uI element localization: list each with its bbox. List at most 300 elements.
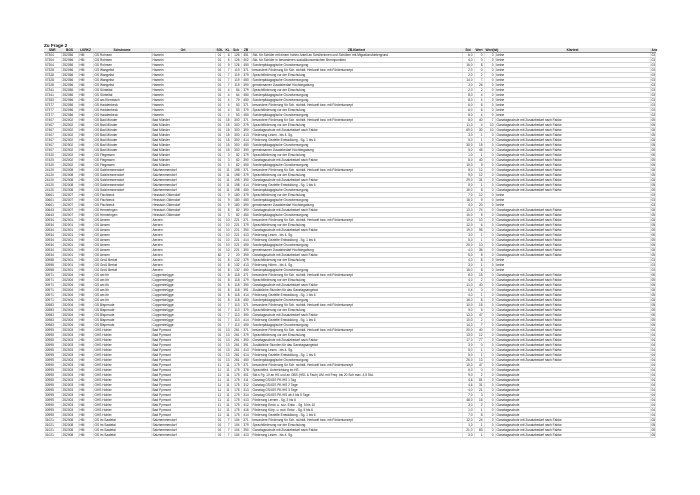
table-cell: 77 [474, 338, 484, 343]
table-cell: 07420 [44, 163, 61, 168]
table-cell: GS Groß Berkel [93, 263, 151, 268]
table-cell: Förderung Lesen - bis 4. Sg. [251, 233, 462, 238]
table-cell: 30601 [44, 193, 61, 198]
table-cell: GHS Hohler [93, 383, 151, 388]
table-cell: Bad Pyrmont [151, 333, 215, 338]
table-cell: 0 [484, 198, 495, 203]
table-cell: 53 [231, 108, 241, 113]
column-header[interactable]: LKRKZ [78, 48, 93, 53]
table-cell: Bad Pyrmont [151, 353, 215, 358]
table-cell: GS Aerzen [93, 228, 151, 233]
table-cell: HM [78, 123, 93, 128]
table-cell: 12 [474, 193, 484, 198]
table-cell: 01 [215, 428, 224, 433]
table-cell: HM [78, 418, 93, 423]
table-cell: Ganztagsschule mit Zusatzbedarf nach Faktor [495, 293, 650, 298]
table-cell: 8 [224, 263, 231, 268]
table-cell: Coppenbrügge [151, 278, 215, 283]
table-cell: 07407 [44, 118, 61, 123]
table-cell: HM [78, 408, 93, 413]
table-cell: 16,0 [462, 268, 474, 273]
table-cell: 01 [215, 353, 224, 358]
table-cell: 0 [474, 343, 484, 348]
table-cell: 5,0 [462, 353, 474, 358]
table-cell: Förderung Lesen - bis 4. Sg. [251, 433, 462, 438]
table-cell: HM [78, 103, 93, 108]
table-cell: 390 [241, 228, 251, 233]
table-cell: 24120 [44, 188, 61, 193]
table-cell: 0 [484, 208, 495, 213]
table-cell: Förderung Körp. u. mot. Entw. - Sg. 5 bis 6 [251, 408, 462, 413]
table-cell: 15 [225, 143, 230, 147]
table-cell: 01 [215, 193, 224, 198]
table-cell: GHS Hohler [93, 388, 151, 393]
table-cell: 1 [474, 408, 484, 413]
table-cell: 04 [651, 408, 656, 412]
table-cell: Hameln [151, 88, 215, 93]
table-cell: 11 [224, 408, 231, 413]
table-cell: 7 [224, 418, 231, 423]
table-cell: 30971 [44, 293, 61, 298]
table-cell: Bad Pyrmont [151, 328, 215, 333]
table-cell: 0 [484, 173, 495, 178]
table-cell: HM [78, 133, 93, 138]
table-cell: Std.s Fg. 10 an HS und an OBS (HS1 & Fach) UM. mit Freq. bis 20 Sch max. 4,5 Std. [251, 373, 462, 378]
table-cell: GS am Ith [93, 273, 151, 278]
table-cell: GS Bisperode [93, 323, 151, 328]
table-cell: Ganztagsschule mit Zusatzbedarf nach Faktor [495, 218, 650, 223]
table-cell: 10,0 [462, 303, 474, 308]
table-cell: GS Fischbeck [93, 203, 151, 208]
table-cell: HM [78, 328, 93, 333]
table-cell: 30971 [44, 298, 61, 303]
table-cell: 05 [651, 178, 656, 182]
table-cell: 82 [231, 158, 241, 163]
table-cell: 05 [651, 138, 656, 142]
table-cell: 221 [231, 223, 241, 228]
table-cell: 07407 [44, 133, 61, 138]
table-cell: 15 [225, 128, 230, 132]
table-cell: GHS Hohler [93, 413, 151, 418]
table-cell: 0 [484, 368, 495, 373]
table-cell: 5,0 [462, 138, 474, 143]
table-cell: GS Rohrsen [93, 58, 151, 63]
table-cell: keine [495, 108, 650, 113]
table-cell: 390 [241, 428, 251, 433]
column-header[interactable]: Sch [231, 48, 241, 53]
column-header[interactable]: Ort [151, 48, 215, 53]
table-cell: 11 [224, 398, 231, 403]
table-cell: 5 [474, 163, 484, 168]
table-cell: Ganztagsschule mit Zusatzbedarf nach Faktor [495, 418, 650, 423]
table-cell: 0 [484, 278, 495, 283]
table-cell: HM [78, 253, 93, 258]
table-cell: 126 [231, 58, 241, 63]
table-cell: 30995 [44, 343, 61, 348]
table-cell: 9 [224, 198, 231, 203]
table-cell: 371 [241, 103, 251, 108]
table-cell: 31021 [44, 433, 61, 438]
table-cell: 82 [231, 213, 241, 218]
table-cell: 252056 [61, 53, 78, 58]
table-cell: 15 [225, 123, 230, 127]
table-cell: GHS Hohler [93, 403, 151, 408]
table-cell: Aerzen [151, 263, 215, 268]
table-cell: 05 [651, 153, 656, 157]
table-cell: 252002 [61, 138, 78, 143]
table-cell: 0 [484, 403, 495, 408]
table-cell: HM [78, 98, 93, 103]
table-cell: 1 [474, 233, 484, 238]
table-cell: 4,6 [462, 378, 474, 383]
table-cell: 04 [651, 403, 656, 407]
table-cell: Ganztagsschule mit Zusatzbedarf nach Faktor [495, 298, 650, 303]
table-cell: 314 [241, 393, 251, 398]
table-cell: 252002 [61, 163, 78, 168]
table-cell: 8 [474, 63, 484, 68]
column-header[interactable]: Schulname [93, 48, 151, 53]
table-cell: GS Haddenbeck [93, 108, 151, 113]
table-cell: 390 [241, 158, 251, 163]
table-cell: Ganztagsschule mit Zusatzbedarf nach Faktor [495, 248, 650, 253]
table-cell: Hameln [151, 98, 215, 103]
table-cell: Ganztagsschule mit Zusatzbedarf nach Faktor [495, 213, 650, 218]
table-cell: 03 [651, 193, 656, 197]
table-cell: 1 [474, 433, 484, 438]
table-cell: 05 [651, 148, 656, 152]
table-cell: 252003 [61, 378, 78, 383]
table-cell: 0 [484, 233, 495, 238]
table-cell: Sonderpädagogische Grundversorgung [251, 243, 462, 248]
table-cell: 01 [215, 318, 224, 323]
table-cell: Förderung Gezielte Entwicklung - Sg. 1 bis 6 [251, 293, 462, 298]
table-cell: 252003 [61, 368, 78, 373]
column-header[interactable]: ZB [241, 48, 251, 53]
table-cell: 311 [241, 378, 251, 383]
table-cell: 132 [231, 263, 241, 268]
table-cell: 01 [215, 158, 224, 163]
table-cell: Hameln [151, 103, 215, 108]
table-cell: 113 [231, 313, 241, 318]
table-cell: 2 [474, 403, 484, 408]
table-cell: 0 [484, 88, 495, 93]
table-cell: GS Flegessen [93, 153, 151, 158]
table-cell: 450 [241, 198, 251, 203]
table-cell: 12 [474, 168, 484, 173]
table-cell: 04 [651, 358, 656, 362]
table-cell: Bad Pyrmont [151, 368, 215, 373]
table-cell: 12,0 [462, 418, 474, 423]
table-cell: 371 [241, 68, 251, 73]
table-cell: GS Flegessen [93, 158, 151, 163]
table-cell: 118 [231, 298, 241, 303]
table-cell: 450 [241, 113, 251, 118]
table-cell: 390 [241, 203, 251, 208]
table-cell: 30995 [44, 398, 61, 403]
table-cell: 03 [651, 268, 656, 272]
table-cell: HM [78, 78, 93, 83]
table-cell: 04 [651, 393, 656, 397]
table-cell: 24120 [44, 168, 61, 173]
table-cell: 0 [484, 408, 495, 413]
table-cell: HM [78, 143, 93, 148]
table-cell: Ganztagsschule [495, 378, 650, 383]
table-cell: Sonderpädagogische Grundversorgung [251, 93, 462, 98]
table-cell: 414 [241, 413, 251, 418]
table-cell: 379 [241, 278, 251, 283]
table-cell: 01 [215, 228, 224, 233]
table-cell: HM [78, 423, 93, 428]
table-cell: Ganztagsschule mit Zusatzbedarf nach Faktor [495, 243, 650, 248]
table-cell: 11 [215, 373, 224, 378]
table-cell: 4,0 [462, 58, 474, 63]
table-cell: Zusätzliche Stunden für das Ganztagsangebot [251, 343, 462, 348]
table-cell: 379 [241, 123, 251, 128]
table-cell: 01 [215, 138, 224, 143]
table-cell: 252003 [61, 338, 78, 343]
table-cell: 64 [231, 93, 241, 98]
table-cell: 6 [474, 103, 484, 108]
table-cell: 8 [224, 268, 231, 273]
table-cell: 11 [215, 413, 224, 418]
table-cell: 198 [231, 173, 241, 178]
table-cell: 05 [651, 238, 656, 242]
table-cell: 3,0 [462, 433, 474, 438]
table-cell: 30995 [44, 383, 61, 388]
table-cell: HM [78, 148, 93, 153]
table-cell: 252004 [61, 308, 78, 313]
table-cell: 119 [231, 83, 241, 88]
table-cell: 6 [474, 223, 484, 228]
table-cell: HM [78, 88, 93, 93]
table-cell: 4,0 [462, 388, 474, 393]
table-cell: Bad Münder [151, 148, 215, 153]
table-cell: 0 [484, 183, 495, 188]
table-cell: 6 [474, 108, 484, 113]
table-cell: keine [495, 73, 650, 78]
table-cell: GHS Hohler [93, 333, 151, 338]
table-cell: 04 [651, 353, 656, 357]
column-header[interactable]: ZB-Klartext [251, 48, 462, 53]
table-cell: 01 [215, 283, 224, 288]
table-cell: 20,0 [462, 243, 474, 248]
table-cell: Ganztagsschule mit Zusatzbedarf nach Faktor [495, 178, 650, 183]
table-cell: GS Wangelist [93, 78, 151, 83]
table-cell: 30934 [44, 233, 61, 238]
column-header[interactable]: Wert(Ist) [485, 48, 499, 52]
table-cell: 7,0 [462, 193, 474, 198]
table-cell: GHS Hohler [93, 343, 151, 348]
table-cell: Ganztagsschule [495, 403, 650, 408]
table-cell: 390 [241, 83, 251, 88]
table-cell: HM [78, 93, 93, 98]
table-cell: 05 [651, 318, 656, 322]
table-cell: Hameln [151, 53, 215, 58]
table-cell: 05 [651, 323, 656, 327]
table-cell: 261 [231, 338, 241, 343]
table-cell: 10,0 [462, 218, 474, 223]
table-cell: 391 [241, 343, 251, 348]
column-header[interactable]: Anz [651, 48, 658, 52]
table-cell: 7 [224, 428, 231, 433]
table-cell: Sonderpädagogische Grundversorgung [251, 198, 462, 203]
table-cell: 391 [241, 288, 251, 293]
table-cell: 390 [241, 283, 251, 288]
table-cell: 450 [241, 323, 251, 328]
table-cell: 01 [215, 258, 224, 263]
table-cell: Sonderpädagogische Grundversorgung [251, 143, 462, 148]
table-cell: 3,0 [462, 83, 474, 88]
table-cell: 312 [241, 383, 251, 388]
table-cell: HM [78, 263, 93, 268]
table-cell: Bad Pyrmont [151, 393, 215, 398]
table-cell: 0 [484, 133, 495, 138]
table-cell: 05 [651, 118, 656, 122]
table-cell: Ganztagsschule mit Zusatzbedarf nach Faktor [495, 158, 650, 163]
table-cell: Sprachförderung vor der Einschulung [251, 73, 462, 78]
table-cell: 30601 [44, 198, 61, 203]
table-cell: 8 [474, 253, 484, 258]
table-cell: 07353 [44, 98, 61, 103]
table-cell: Bad Münder [151, 118, 215, 123]
table-cell: 0 [484, 333, 495, 338]
table-cell: Förderung Emot. u. soz. Entw. - Sg. 5 bis 10 [251, 403, 462, 408]
table-cell: 252003 [61, 358, 78, 363]
table-cell: GS Wangelist [93, 73, 151, 78]
table-cell: 01 [215, 328, 224, 333]
table-cell: gemeinsamer Zusatzbedarf Hochbegabung [251, 248, 462, 253]
table-cell: 07420 [44, 153, 61, 158]
column-header[interactable]: Klartext [495, 48, 650, 53]
table-cell: 2,0 [462, 68, 474, 73]
table-cell: HM [78, 73, 93, 78]
table-cell: 01 [215, 123, 224, 128]
column-header[interactable]: Wert [475, 48, 483, 52]
table-cell: 03 [651, 103, 656, 107]
column-header[interactable]: KL [225, 48, 230, 52]
table-cell: 03 [651, 88, 656, 92]
table-cell: 8,0 [462, 158, 474, 163]
table-cell: besondere Förderung für Sch. nichtdt. Herkunft bzw. mit Förderkonzept [251, 418, 462, 423]
column-header[interactable]: SGL [216, 48, 224, 52]
table-cell: Aerzen [151, 243, 215, 248]
table-cell: 451 [241, 53, 251, 58]
table-cell: 11 [215, 408, 224, 413]
table-cell: 0 [484, 343, 495, 348]
table-cell: HM [78, 303, 93, 308]
table-cell: 175 [231, 398, 241, 403]
table-cell: GS Hemeringen [93, 208, 151, 213]
table-cell: 05 [651, 243, 656, 247]
table-cell: 6,0 [462, 103, 474, 108]
table-cell: Bad Münder [151, 158, 215, 163]
table-cell: 378 [241, 368, 251, 373]
table-cell: 252007 [61, 198, 78, 203]
table-cell: Ganztagsschule mit Zusatzbedarf nach Faktor [495, 148, 650, 153]
table-cell: 126 [231, 63, 241, 68]
table-cell: Ganztagsschule mit Zusatzbedarf nach Faktor [495, 428, 650, 433]
table-cell: HM [78, 363, 93, 368]
table-cell: 7,0 [462, 413, 474, 418]
table-cell: 47 [474, 313, 484, 318]
table-cell: 01 [215, 63, 224, 68]
table-cell: Sprachförderung vor der Einschulung [251, 333, 462, 338]
table-cell: GS Aerzen [93, 253, 151, 258]
table-cell: Ganztagsschule mit Zusatzbedarf nach Faktor [495, 313, 650, 318]
table-cell: HM [78, 268, 93, 273]
table-cell: 01 [215, 128, 224, 133]
column-header[interactable]: Std [462, 48, 474, 53]
table-cell: Ganztagsschule mit Zusatzbedarf nach Faktor [495, 333, 650, 338]
table-cell: 01 [215, 343, 224, 348]
table-cell: GHS Hohler [93, 398, 151, 403]
table-cell: 11 [224, 388, 231, 393]
table-cell: 1 [474, 353, 484, 358]
table-cell: 05 [651, 128, 656, 132]
table-cell: 118 [231, 293, 241, 298]
table-cell: Ganztagsschule mit Zusatzbedarf nach Faktor [495, 288, 650, 293]
table-cell: 30643 [44, 208, 61, 213]
table-cell: GS Bad Münder [93, 138, 151, 143]
table-cell: keine [495, 88, 650, 93]
table-cell: Ganztagsschule mit Zusatzbedarf nach Faktor [251, 283, 462, 288]
table-cell: GS Aerzen [93, 248, 151, 253]
table-cell: 4,0 [462, 278, 474, 283]
table-cell: Ganztagsschule mit Zusatzbedarf nach Faktor [495, 143, 650, 148]
table-cell: 01 [215, 298, 224, 303]
table-cell: 6,0 [462, 53, 474, 58]
table-cell: Sprachförderung vor der Einschulung [251, 123, 462, 128]
table-cell: HM [78, 358, 93, 363]
table-cell: Aerzen [151, 258, 215, 263]
table-cell: 252003 [61, 408, 78, 413]
table-cell: 21 [474, 388, 484, 393]
table-cell: HM [78, 403, 93, 408]
table-cell: 252001 [61, 268, 78, 273]
table-cell: 15 [225, 118, 230, 122]
table-cell: 07328 [44, 78, 61, 83]
table-cell: 379 [241, 308, 251, 313]
table-cell: 11 [224, 188, 231, 193]
table-cell: 261 [231, 328, 241, 333]
table-cell: 03 [651, 258, 656, 262]
table-cell: 261 [231, 348, 241, 353]
table-cell: 07377 [44, 113, 61, 118]
table-cell: Bad Pyrmont [151, 408, 215, 413]
table-cell: 31021 [44, 428, 61, 433]
column-header[interactable]: BGS [61, 48, 78, 53]
table-cell: 300 [231, 148, 241, 153]
table-cell: 01 [215, 133, 224, 138]
table-cell: 8 [224, 293, 231, 298]
table-cell: 10 [474, 218, 484, 223]
table-cell: 414 [241, 183, 251, 188]
table-cell: 450 [241, 163, 251, 168]
column-header[interactable]: SNR [44, 48, 61, 53]
table-cell: 30995 [44, 338, 61, 343]
table-cell: Sprachförderung vor der Einschulung [251, 223, 462, 228]
table-cell: 3,0 [462, 133, 474, 138]
table-cell: 01 [215, 418, 224, 423]
table-cell: GS Bisperode [93, 318, 151, 323]
table-cell: 20 [231, 253, 241, 258]
table-cell: 9 [224, 203, 231, 208]
table-cell: 21,0 [462, 428, 474, 433]
table-cell: 05 [651, 428, 656, 432]
table-cell: 175 [231, 378, 241, 383]
table-cell: GS am Ith [93, 283, 151, 288]
table-cell: 180 [231, 198, 241, 203]
